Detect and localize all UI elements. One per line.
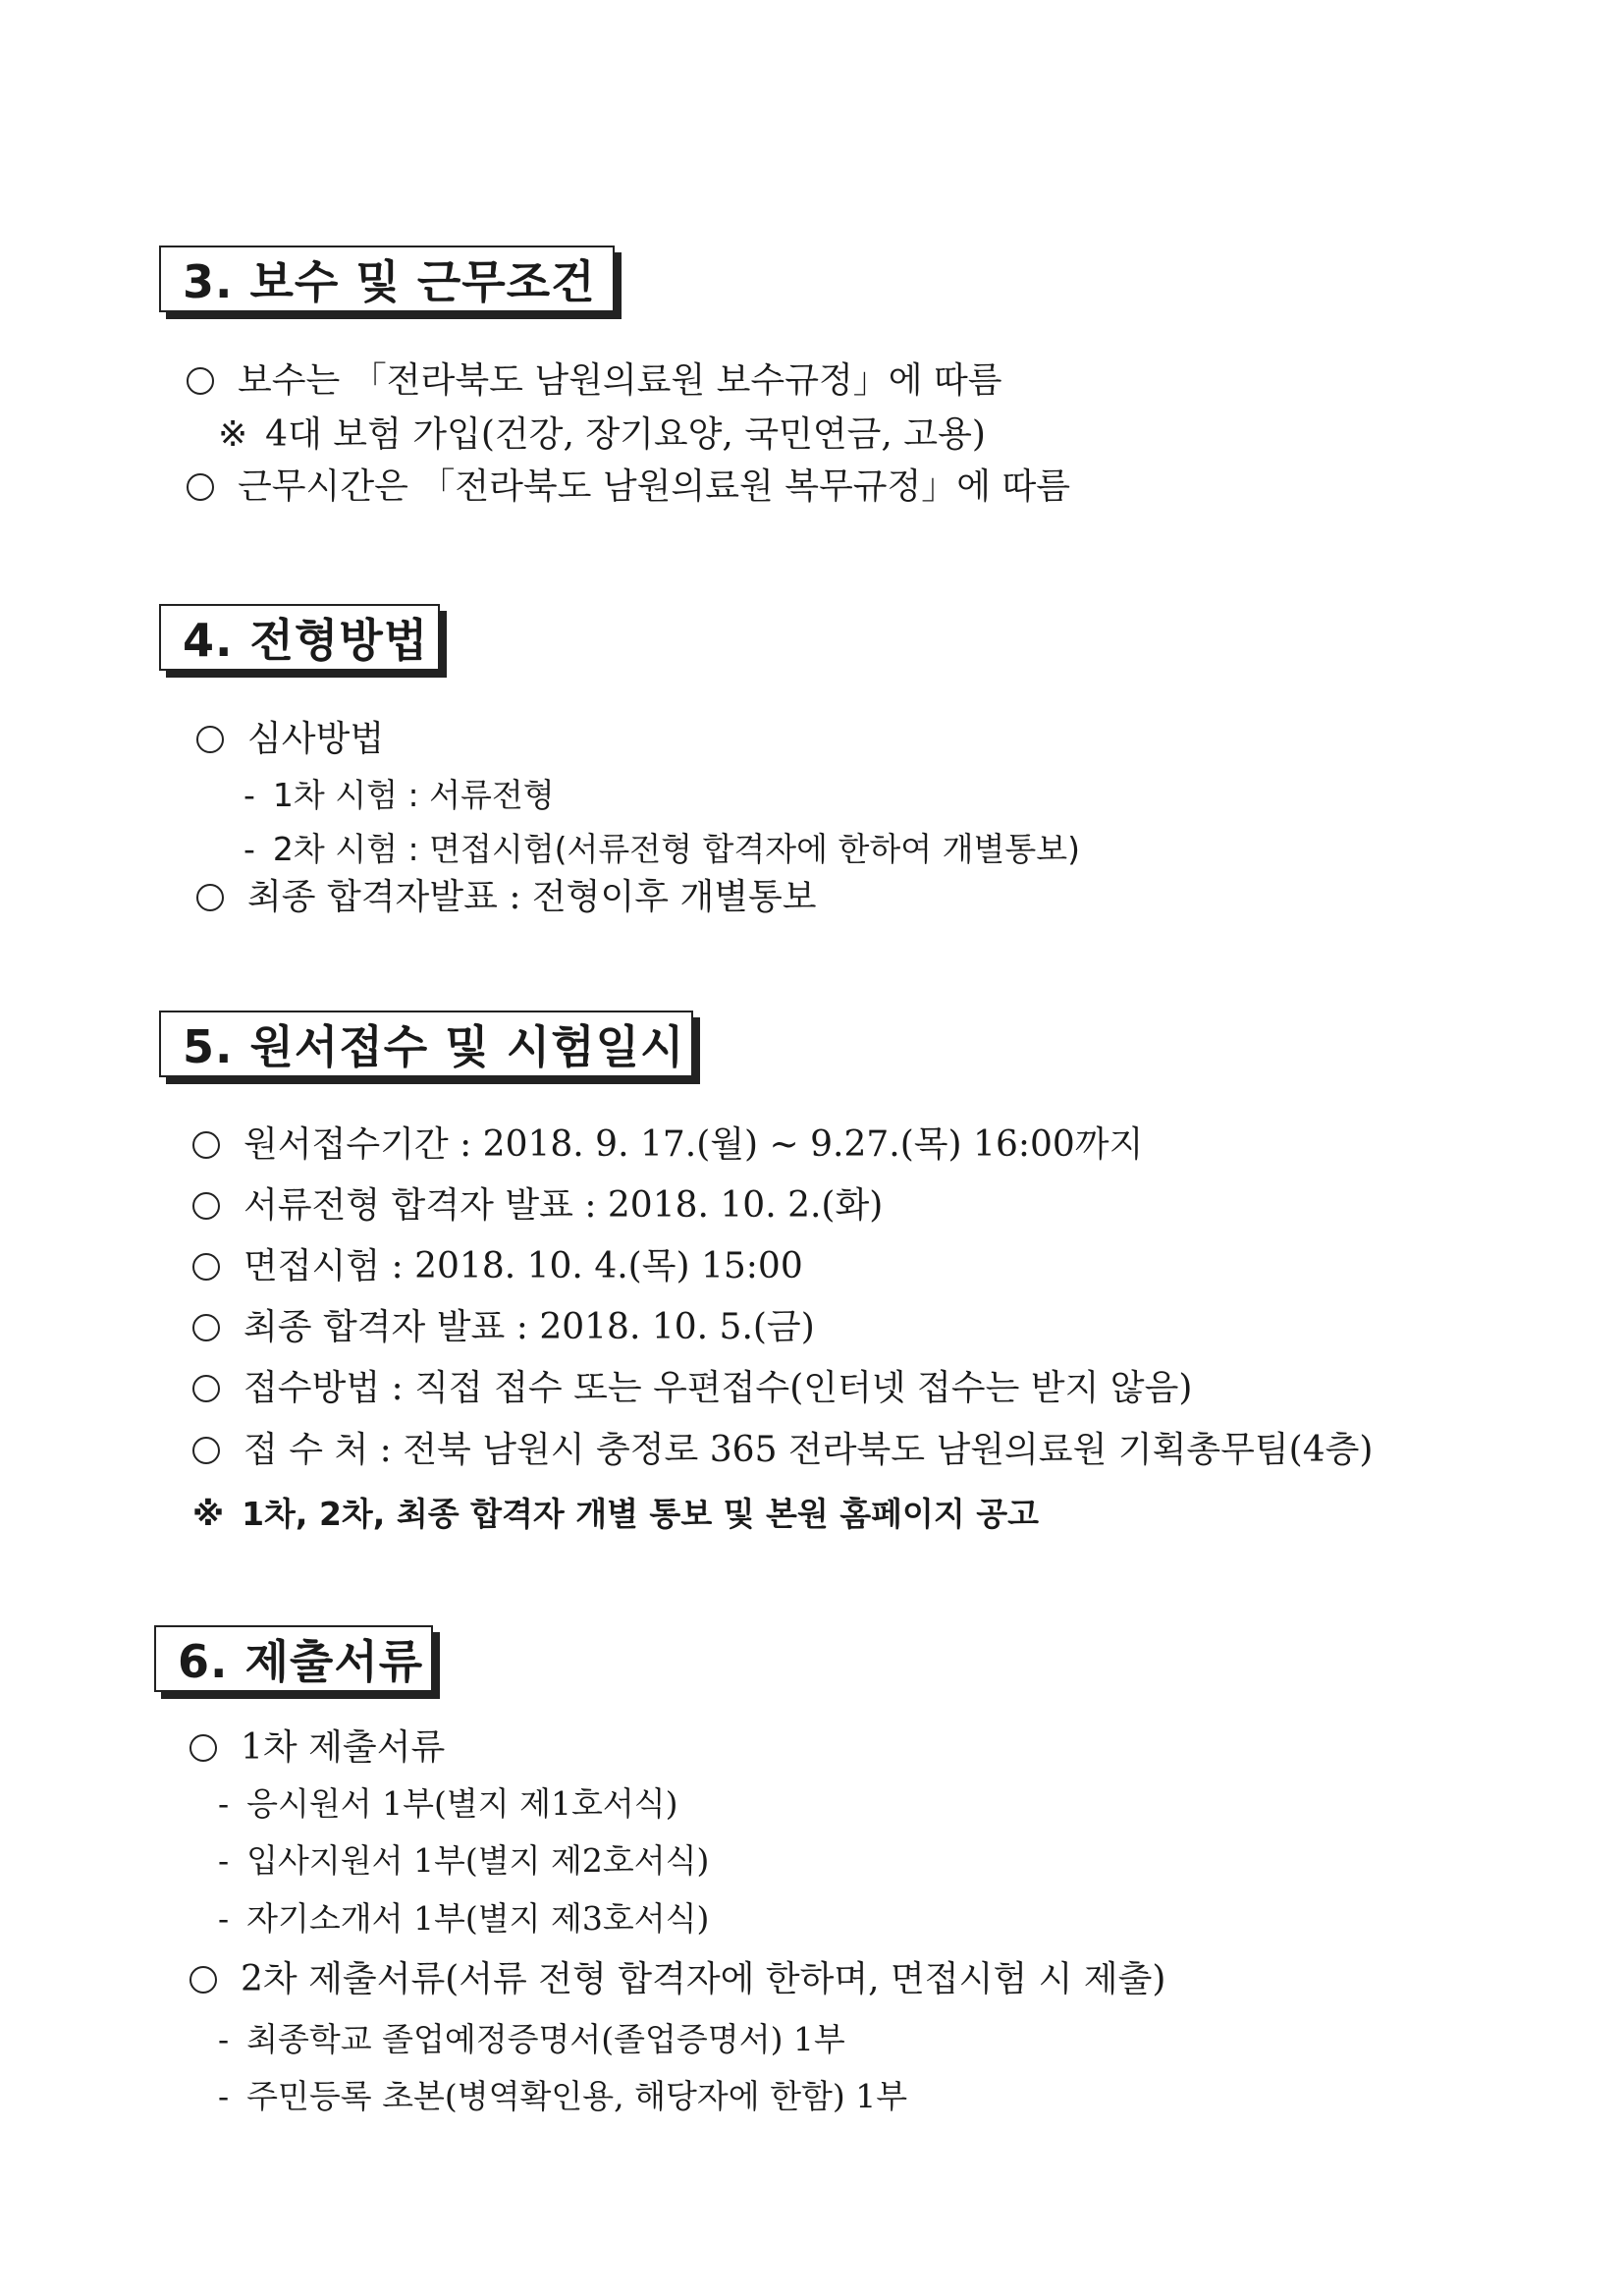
s6-subitem-resident-registration: - 주민등록 초본(병역확인용, 해당자에 한함) 1부 <box>218 2077 908 2115</box>
s4-subitem-first-exam: - 1차 시험 : 서류전형 <box>243 776 555 814</box>
section-3-heading <box>159 246 615 312</box>
s3-note-insurance: ※ 4대 보험 가입(건강, 장기요양, 국민연금, 고용) <box>218 414 986 455</box>
circle-bullet-icon <box>189 1734 217 1762</box>
section-4-title: 4. 전형방법 <box>183 614 429 667</box>
s6-item-second-documents: 2차 제출서류(서류 전형 합격자에 한하며, 면접시험 시 제출) <box>189 1962 1165 1997</box>
s5-item-submission-place: 접 수 처 : 전북 남원시 충정로 365 전라북도 남원의료원 기획총무팀(4층) <box>192 1433 1373 1468</box>
dash-icon: - <box>218 1841 230 1880</box>
s5-note-notification: ※ 1차, 2차, 최종 합격자 개별 통보 및 본원 홈페이지 공고 <box>192 1495 1040 1533</box>
s6-subitem-self-introduction: - 자기소개서 1부(별지 제3호서식) <box>218 1899 710 1938</box>
s3-item-working-hours: 근무시간은 「전라북도 남원의료원 복무규정」에 따름 <box>187 469 1070 505</box>
reference-mark-icon: ※ <box>218 414 248 455</box>
s5-item-document-result: 서류전형 합격자 발표 : 2018. 10. 2.(화) <box>192 1188 883 1224</box>
s5-item-application-method: 접수방법 : 직접 접수 또는 우편접수(인터넷 접수는 받지 않음) <box>192 1371 1192 1406</box>
section-6-title: 6. 제출서류 <box>178 1635 424 1688</box>
circle-bullet-icon <box>192 1131 220 1159</box>
dash-icon: - <box>218 2077 230 2115</box>
circle-bullet-icon <box>192 1375 220 1402</box>
section-3-title: 3. 보수 및 근무조건 <box>183 255 596 308</box>
circle-bullet-icon <box>192 1192 220 1220</box>
circle-bullet-icon <box>192 1437 220 1464</box>
circle-bullet-icon <box>196 884 224 911</box>
circle-bullet-icon <box>189 1966 217 1994</box>
circle-bullet-icon <box>196 726 224 753</box>
s3-item-salary: 보수는 「전라북도 남원의료원 보수규정」에 따름 <box>187 363 1002 399</box>
s4-item-method: 심사방법 <box>196 722 384 757</box>
circle-bullet-icon <box>187 367 214 395</box>
section-4-heading <box>159 604 440 671</box>
s5-item-application-period: 원서접수기간 : 2018. 9. 17.(월) ~ 9.27.(목) 16:00까지 <box>192 1127 1143 1163</box>
s6-subitem-job-application: - 입사지원서 1부(별지 제2호서식) <box>218 1841 710 1880</box>
dash-icon: - <box>218 2020 230 2058</box>
s4-subitem-second-exam: - 2차 시험 : 면접시험(서류전형 합격자에 한하여 개별통보) <box>243 830 1081 868</box>
s5-item-final-result: 최종 합격자 발표 : 2018. 10. 5.(금) <box>192 1310 815 1345</box>
s5-item-interview: 면접시험 : 2018. 10. 4.(목) 15:00 <box>192 1249 803 1285</box>
section-5-heading <box>159 1011 693 1077</box>
s6-subitem-application-form: - 응시원서 1부(별지 제1호서식) <box>218 1784 678 1823</box>
s4-item-final-announcement: 최종 합격자발표 : 전형이후 개별통보 <box>196 880 817 915</box>
circle-bullet-icon <box>192 1253 220 1281</box>
circle-bullet-icon <box>187 473 214 501</box>
dash-icon: - <box>218 1784 230 1823</box>
dash-icon: - <box>243 830 255 868</box>
s6-item-first-documents: 1차 제출서류 <box>189 1730 445 1766</box>
section-6-heading <box>154 1625 433 1692</box>
circle-bullet-icon <box>192 1314 220 1341</box>
s6-subitem-graduation-certificate: - 최종학교 졸업예정증명서(졸업증명서) 1부 <box>218 2020 845 2058</box>
dash-icon: - <box>243 776 255 814</box>
reference-mark-icon: ※ <box>192 1495 225 1533</box>
dash-icon: - <box>218 1899 230 1938</box>
section-5-title: 5. 원서접수 및 시험일시 <box>183 1020 685 1073</box>
